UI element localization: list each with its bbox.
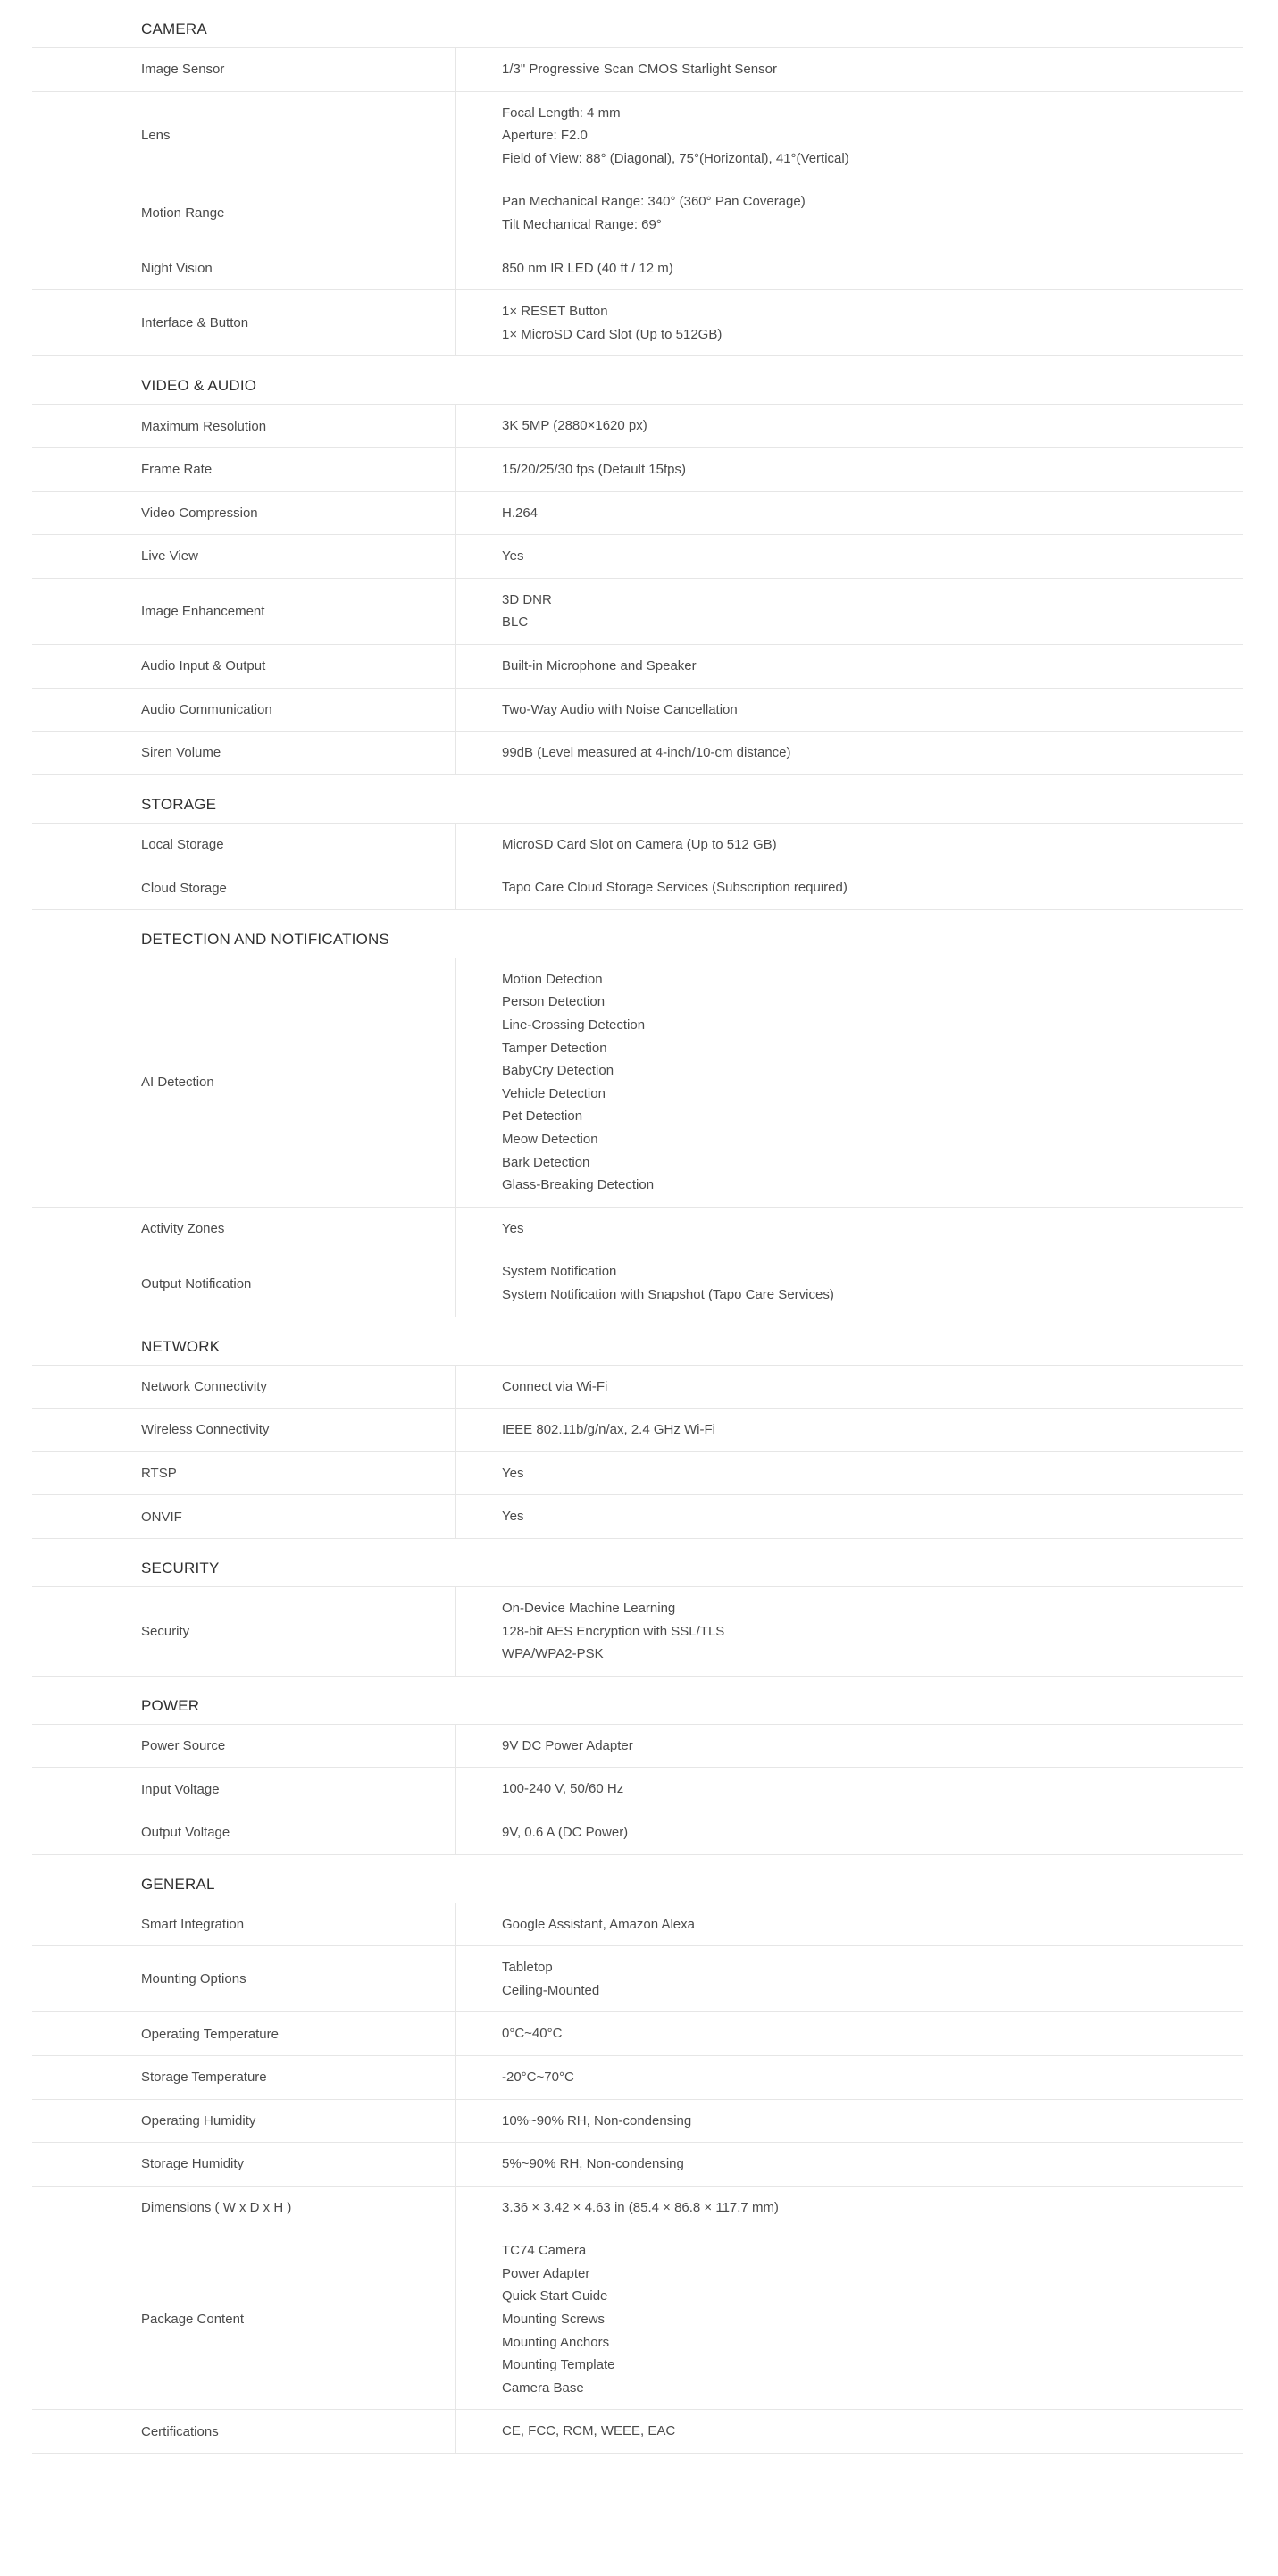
spec-row-image-enhancement [32,579,1243,645]
spec-row-mounting-options [32,1946,1243,2012]
spec-value: 3.36 × 3.42 × 4.63 in (85.4 × 86.8 × 117.7 mm) [502,2199,779,2215]
spec-table [32,1903,1243,2455]
spec-table [32,1586,1243,1677]
spec-values [456,1587,1243,1676]
spec-value: Meow Detection [502,1132,598,1148]
spec-table [32,47,1243,356]
spec-row-output-voltage [32,1811,1243,1855]
section-title: SECURITY [141,1559,220,1577]
spec-values [456,2143,1243,2186]
spec-row-output-notification [32,1250,1243,1317]
spec-value: Aperture: F2.0 [502,128,588,144]
spec-row-rtsp [32,1452,1243,1496]
spec-value: Mounting Screws [502,2312,606,2328]
spec-label: Audio Communication [32,689,456,732]
spec-label: Siren Volume [32,732,456,774]
spec-label: Activity Zones [32,1208,456,1250]
spec-row-image-sensor [32,48,1243,92]
spec-values [456,958,1243,1207]
spec-values [456,2100,1243,2143]
spec-label: Frame Rate [32,448,456,491]
spec-row-onvif [32,1495,1243,1539]
spec-label: Mounting Options [32,1946,456,2011]
spec-label: Motion Range [32,180,456,246]
spec-row-lens [32,92,1243,181]
spec-value: 0°C~40°C [502,2026,563,2042]
spec-row-interface-button [32,290,1243,356]
spec-value: Mounting Anchors [502,2334,610,2350]
spec-value: 9V, 0.6 A (DC Power) [502,1824,629,1840]
spec-values [456,290,1243,355]
spec-values [456,579,1243,644]
spec-value: 128-bit AES Encryption with SSL/TLS [502,1623,725,1639]
section-title: NETWORK [141,1337,221,1355]
spec-label: Maximum Resolution [32,405,456,447]
spec-label: Operating Temperature [32,2012,456,2055]
spec-values [456,2229,1243,2409]
spec-label: Image Enhancement [32,579,456,644]
spec-label: Live View [32,535,456,578]
spec-values [456,247,1243,290]
spec-row-frame-rate [32,448,1243,492]
spec-values [456,492,1243,535]
spec-row-operating-temperature [32,2012,1243,2056]
spec-value: Pet Detection [502,1108,583,1125]
spec-row-certifications [32,2410,1243,2454]
spec-values [456,180,1243,246]
spec-values [456,1495,1243,1538]
spec-label: Local Storage [32,824,456,866]
spec-value: 15/20/25/30 fps (Default 15fps) [502,461,686,477]
spec-values [456,1946,1243,2011]
spec-value: WPA/WPA2-PSK [502,1646,604,1662]
spec-row-wireless-connectivity [32,1409,1243,1452]
section-title: GENERAL [141,1875,215,1893]
spec-values [456,92,1243,180]
spec-value: System Notification [502,1264,617,1280]
spec-value: 1/3" Progressive Scan CMOS Starlight Sensor [502,62,777,77]
spec-values [456,2012,1243,2055]
spec-value: Glass-Breaking Detection [502,1177,655,1193]
spec-value: Tamper Detection [502,1040,607,1056]
spec-value: 100-240 V, 50/60 Hz [502,1781,624,1797]
spec-row-cloud-storage [32,866,1243,910]
spec-value: Yes [502,1465,524,1481]
section-security [0,1559,1278,1677]
spec-row-input-voltage [32,1768,1243,1811]
spec-value: Pan Mechanical Range: 340° (360° Pan Coverage) [502,194,806,210]
spec-row-local-storage [32,824,1243,867]
spec-row-audio-communication [32,689,1243,732]
spec-row-siren-volume [32,732,1243,775]
spec-values [456,448,1243,491]
section-network [0,1337,1278,1539]
spec-row-video-compression [32,492,1243,536]
spec-row-dimensions-w-x-d-x-h [32,2187,1243,2230]
spec-value: 850 nm IR LED (40 ft / 12 m) [502,260,673,276]
spec-value: 10%~90% RH, Non-condensing [502,2112,692,2129]
spec-label: Storage Temperature [32,2056,456,2099]
spec-value: Tapo Care Cloud Storage Services (Subscription required) [502,880,848,896]
section-camera [0,20,1278,356]
spec-row-ai-detection [32,958,1243,1208]
spec-value: 5%~90% RH, Non-condensing [502,2156,684,2172]
spec-value: Mounting Template [502,2357,615,2373]
spec-value: Tabletop [502,1960,553,1976]
spec-values [456,1811,1243,1854]
spec-values [456,824,1243,866]
spec-value: TC74 Camera [502,2243,587,2259]
spec-value: H.264 [502,505,539,521]
spec-value: Bark Detection [502,1154,590,1170]
spec-values [456,2056,1243,2099]
spec-label: Operating Humidity [32,2100,456,2143]
spec-label: Image Sensor [32,48,456,91]
spec-label: Storage Humidity [32,2143,456,2186]
spec-label: Night Vision [32,247,456,290]
spec-row-audio-input-output [32,645,1243,689]
spec-label: Security [32,1587,456,1676]
spec-row-live-view [32,535,1243,579]
spec-value: Person Detection [502,994,606,1010]
spec-value: 9V DC Power Adapter [502,1737,633,1753]
spec-values [456,1452,1243,1495]
spec-value: Ceiling-Mounted [502,1982,600,1998]
spec-value: On-Device Machine Learning [502,1600,676,1616]
spec-value: Focal Length: 4 mm [502,105,621,121]
spec-label: Cloud Storage [32,866,456,909]
spec-label: Wireless Connectivity [32,1409,456,1451]
spec-value: Vehicle Detection [502,1085,606,1101]
spec-value: Yes [502,1220,524,1236]
spec-label: Smart Integration [32,1903,456,1946]
spec-value: Built-in Microphone and Speaker [502,657,697,673]
spec-values [456,645,1243,688]
spec-label: Network Connectivity [32,1366,456,1409]
spec-value: Yes [502,1509,524,1525]
section-title: POWER [141,1696,200,1714]
spec-row-motion-range [32,180,1243,247]
section-video-audio [0,376,1278,774]
spec-label: Output Notification [32,1250,456,1316]
spec-value: MicroSD Card Slot on Camera (Up to 512 GB) [502,836,777,852]
spec-value: Field of View: 88° (Diagonal), 75°(Horizontal), 41°(Vertical) [502,150,849,166]
spec-value: 1× MicroSD Card Slot (Up to 512GB) [502,326,723,342]
spec-value: Power Adapter [502,2265,590,2281]
spec-table [32,404,1243,774]
spec-values [456,1366,1243,1409]
spec-table [32,1365,1243,1539]
spec-label: Dimensions ( W x D x H ) [32,2187,456,2229]
spec-values [456,2410,1243,2453]
section-general [0,1875,1278,2455]
spec-label: Output Voltage [32,1811,456,1854]
spec-values [456,1768,1243,1811]
spec-values [456,689,1243,732]
section-storage [0,795,1278,910]
spec-values [456,866,1243,909]
spec-value: 3K 5MP (2880×1620 px) [502,418,647,434]
section-power [0,1696,1278,1855]
spec-value: Camera Base [502,2379,584,2396]
spec-values [456,405,1243,447]
spec-label: RTSP [32,1452,456,1495]
spec-value: Google Assistant, Amazon Alexa [502,1916,695,1932]
spec-values [456,535,1243,578]
spec-values [456,48,1243,91]
spec-values [456,1903,1243,1946]
spec-value: Connect via Wi-Fi [502,1378,608,1394]
spec-values [456,1409,1243,1451]
spec-label: Interface & Button [32,290,456,355]
spec-value: CE, FCC, RCM, WEEE, EAC [502,2423,676,2439]
spec-value: 1× RESET Button [502,304,608,320]
spec-label: ONVIF [32,1495,456,1538]
spec-value: BLC [502,615,529,631]
spec-values [456,2187,1243,2229]
spec-row-package-content [32,2229,1243,2410]
spec-table [32,1724,1243,1855]
spec-row-smart-integration [32,1903,1243,1947]
spec-value: Yes [502,548,524,565]
spec-label: Video Compression [32,492,456,535]
spec-row-storage-temperature [32,2056,1243,2100]
spec-value: Quick Start Guide [502,2288,608,2304]
spec-value: 99dB (Level measured at 4-inch/10-cm distance) [502,745,791,761]
spec-values [456,1208,1243,1250]
spec-value: 3D DNR [502,591,552,607]
spec-table [32,823,1243,910]
spec-row-storage-humidity [32,2143,1243,2187]
spec-values [456,732,1243,774]
spec-value: Motion Detection [502,971,603,987]
spec-value: Tilt Mechanical Range: 69° [502,216,662,232]
section-title: DETECTION AND NOTIFICATIONS [141,930,390,948]
spec-label: Lens [32,92,456,180]
section-title: CAMERA [141,21,207,38]
spec-label: Input Voltage [32,1768,456,1811]
spec-row-network-connectivity [32,1366,1243,1409]
spec-label: AI Detection [32,958,456,1207]
spec-value: System Notification with Snapshot (Tapo Care Services) [502,1287,834,1302]
spec-row-maximum-resolution [32,405,1243,448]
spec-row-security [32,1587,1243,1677]
section-title: VIDEO & AUDIO [141,377,257,395]
spec-label: Audio Input & Output [32,645,456,688]
spec-values [456,1250,1243,1316]
spec-label: Certifications [32,2410,456,2453]
spec-row-night-vision [32,247,1243,291]
spec-label: Power Source [32,1725,456,1768]
section-detection-and-notifications [0,930,1278,1317]
spec-value: IEEE 802.11b/g/n/ax, 2.4 GHz Wi-Fi [502,1422,715,1438]
spec-value: -20°C~70°C [502,2069,574,2085]
spec-row-power-source [32,1725,1243,1769]
spec-label: Package Content [32,2229,456,2409]
spec-value: Two-Way Audio with Noise Cancellation [502,701,738,717]
spec-value: Line-Crossing Detection [502,1017,646,1033]
spec-value: BabyCry Detection [502,1063,614,1079]
spec-row-operating-humidity [32,2100,1243,2144]
spec-values [456,1725,1243,1768]
section-title: STORAGE [141,795,217,813]
spec-row-activity-zones [32,1208,1243,1251]
spec-table [32,958,1243,1317]
